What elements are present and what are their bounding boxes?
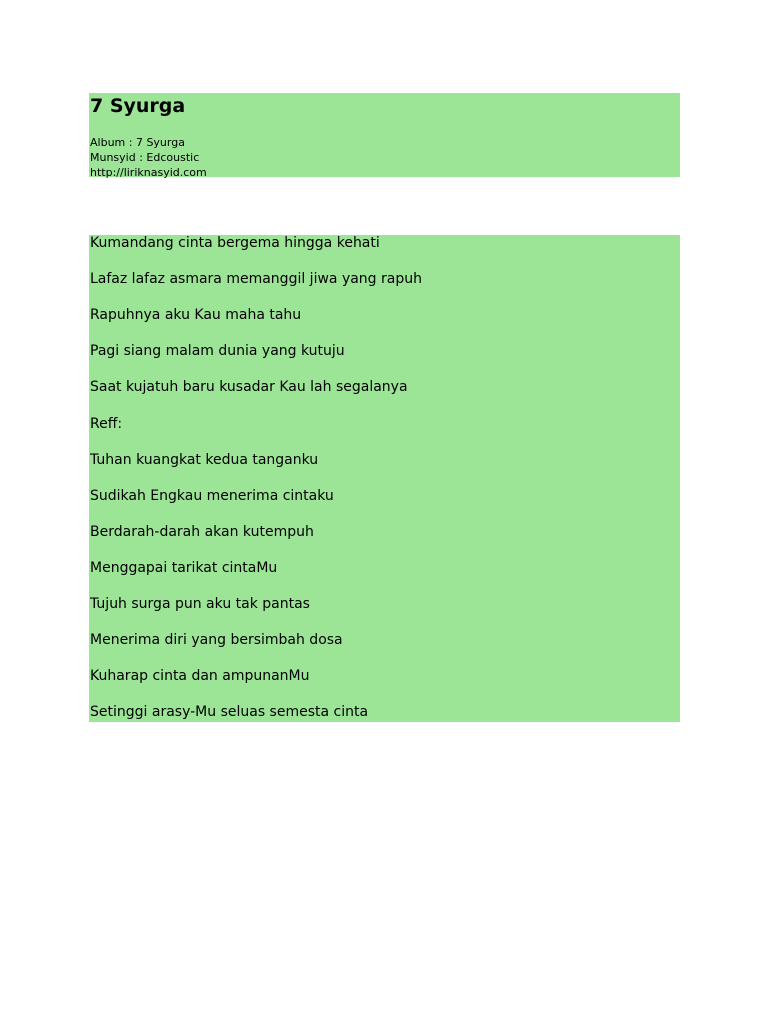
lyric-line: Kumandang cinta bergema hingga kehati bbox=[90, 235, 380, 251]
lyric-line: Menggapai tarikat cintaMu bbox=[90, 560, 278, 576]
lyric-line: Setinggi arasy-Mu seluas semesta cinta bbox=[90, 704, 369, 720]
lyric-line: Kuharap cinta dan ampunanMu bbox=[90, 668, 310, 684]
song-header bbox=[89, 93, 680, 177]
lyric-line: Menerima diri yang bersimbah dosa bbox=[90, 632, 343, 648]
lyric-line: Rapuhnya aku Kau maha tahu bbox=[90, 307, 302, 323]
munsyid-line: Munsyid : Edcoustic bbox=[90, 151, 200, 164]
lyric-line: Tuhan kuangkat kedua tanganku bbox=[90, 452, 319, 468]
reff-label: Reff: bbox=[90, 416, 123, 432]
lyric-line: Pagi siang malam dunia yang kutuju bbox=[90, 343, 345, 359]
song-metadata bbox=[90, 135, 207, 180]
lyric-line: Berdarah-darah akan kutempuh bbox=[90, 524, 314, 540]
lyric-line: Lafaz lafaz asmara memanggil jiwa yang rapuh bbox=[90, 271, 422, 287]
lyric-line: Saat kujatuh baru kusadar Kau lah segalanya bbox=[90, 379, 408, 395]
song-title: 7 Syurga bbox=[90, 95, 186, 117]
lyric-line: Tujuh surga pun aku tak pantas bbox=[90, 596, 310, 612]
album-line: Album : 7 Syurga bbox=[90, 136, 185, 149]
website-line: http://liriknasyid.com bbox=[90, 166, 207, 179]
lyric-line: Sudikah Engkau menerima cintaku bbox=[90, 488, 334, 504]
lyrics-block bbox=[89, 235, 680, 722]
